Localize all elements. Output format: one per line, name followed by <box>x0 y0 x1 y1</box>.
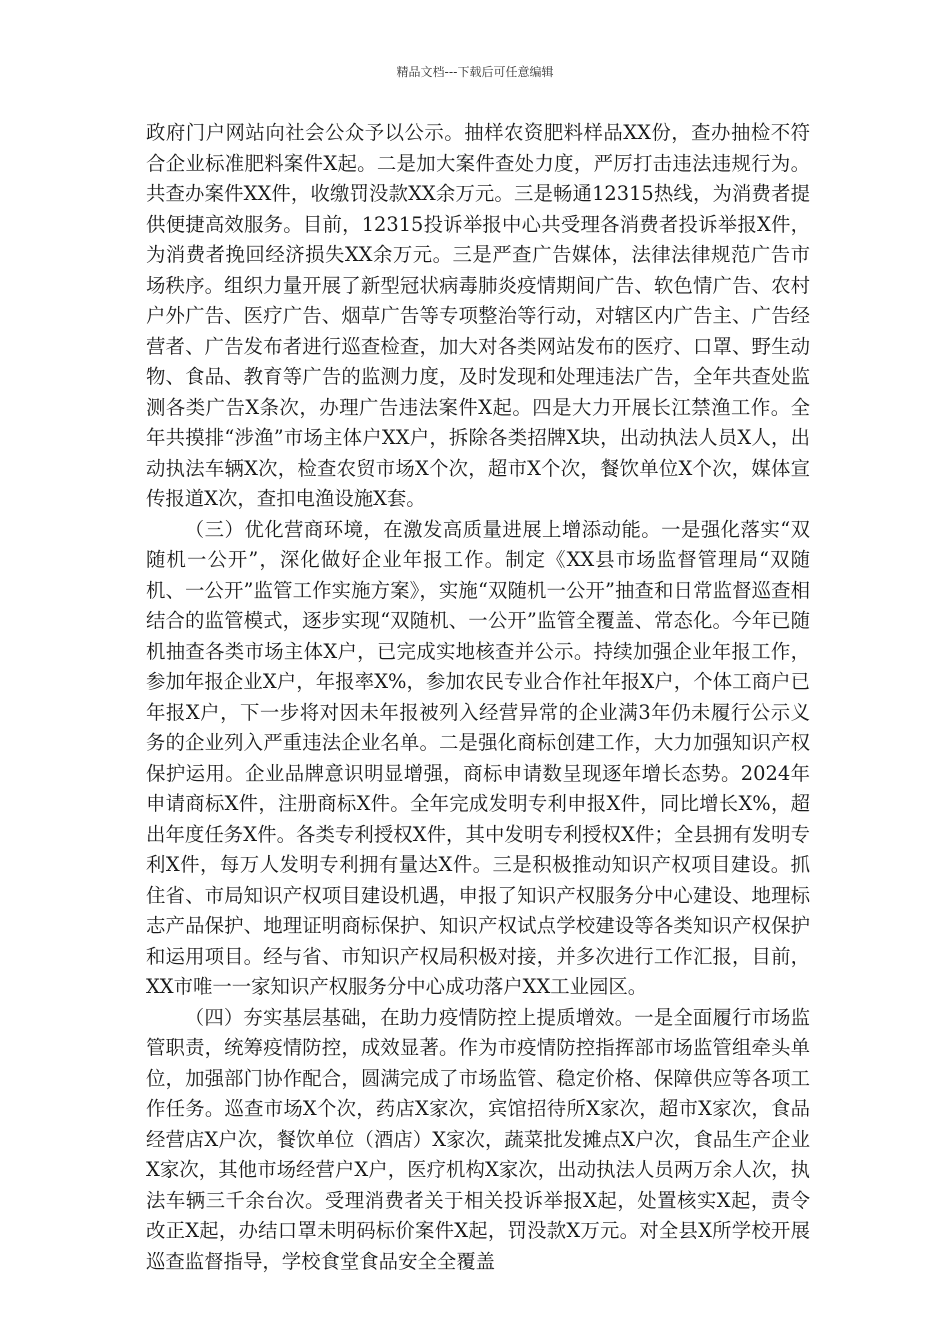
paragraph-3: （四）夯实基层基础，在助力疫情防控上提质增效。一是全面履行市场监管职责，统筹疫情防控，成效显著。作为市疫情防控指挥部市场监管组牵头单位，加强部门协作配合，圆满完成了市场监管、稳定价格、保障供应等各项工作任务。巡查市场X个次，药店X家次，宾馆招待所X家次，超市X家次，食品经营店X户次，餐饮单位（酒店）X家次，蔬菜批发摊点X户次，食品生产企业X家次，其他市场经营户X户，医疗机构X家次，出动执法人员两万余人次，执法车辆三千余台次。受理消费者关于相关投诉举报X起，处置核实X起，责令改正X起，办结口罩未明码标价案件X起，罚没款X万元。对全县X所学校开展巡查监督指导，学校食堂食品安全全覆盖 <box>146 1005 810 1273</box>
document-body <box>146 118 810 1277</box>
paragraph-1: 政府门户网站向社会公众予以公示。抽样农资肥料样品XX份，查办抽检不符合企业标准肥料案件X起。二是加大案件查处力度，严厉打击违法违规行为。共查办案件XX件，收缴罚没款XX余万元。三是畅通12315热线，为消费者提供便捷高效服务。目前，12315投诉举报中心共受理各消费者投诉举报X件，为消费者挽回经济损失XX余万元。三是严查广告媒体，法律法律规范广告市场秩序。组织力量开展了新型冠状病毒肺炎疫情期间广告、软色情广告、农村户外广告、医疗广告、烟草广告等专项整治等行动，对辖区内广告主、广告经营者、广告发布者进行巡查检查，加大对各类网站发布的医疗、口罩、野生动物、食品、教育等广告的监测力度，及时发现和处理违法广告，全年共查处监测各类广告X条次，办理广告违法案件X起。四是大力开展长江禁渔工作。全年共摸排“涉渔”市场主体户XX户，拆除各类招牌X块，出动执法人员X人，出动执法车辆X次，检查农贸市场X个次，超市X个次，餐饮单位X个次，媒体宣传报道X次，查扣电渔设施X套。 <box>146 121 810 510</box>
page-header: 精品文档---下载后可任意编辑 <box>396 65 554 79</box>
paragraph-2: （三）优化营商环境，在激发高质量进展上增添动能。一是强化落实“双随机一公开”，深化做好企业年报工作。制定《XX县市场监督管理局“双随机、一公开”监管工作实施方案》，实施“双随机一公开”抽查和日常监督巡查相结合的监管模式，逐步实现“双随机、一公开”监管全覆盖、常态化。今年已随机抽查各类市场主体X户，已完成实地核查并公示。持续加强企业年报工作，参加年报企业X户，年报率X%，参加农民专业合作社年报X户，个体工商户已年报X户，下一步将对因未年报被列入经营异常的企业满3年仍未履行公示义务的企业列入严重违法企业名单。二是强化商标创建工作，大力加强知识产权保护运用。企业品牌意识明显增强，商标申请数呈现逐年增长态势。2024年申请商标X件，注册商标X件。全年完成发明专利申报X件，同比增长X%，超出年度任务X件。各类专利授权X件，其中发明专利授权X件；全县拥有发明专利X件，每万人发明专利拥有量达X件。三是积极推动知识产权项目建设。抓住省、市局知识产权项目建设机遇，申报了知识产权服务分中心建设、地理标志产品保护、地理证明商标保护、知识产权试点学校建设等各类知识产权保护和运用项目。经与省、市知识产权局积极对接，并多次进行工作汇报，目前，XX市唯一一家知识产权服务分中心成功落户XX工业园区。 <box>146 517 810 998</box>
